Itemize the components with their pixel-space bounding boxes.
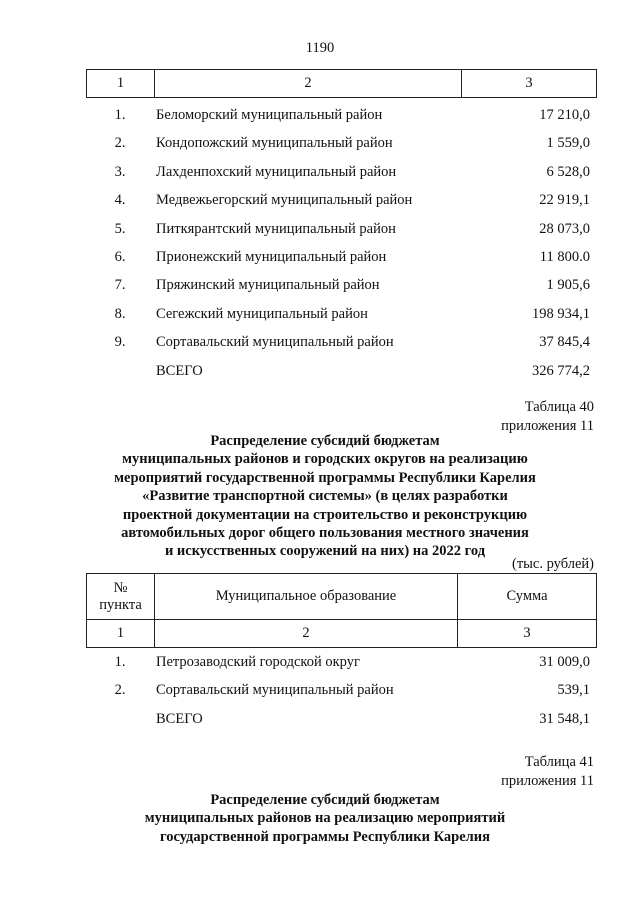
table1-header <box>86 69 597 98</box>
table-row <box>86 682 596 710</box>
table-row <box>86 334 596 362</box>
row-number: 5. <box>114 220 126 237</box>
title-line: автомобильных дорог общего пользования местного значения <box>121 525 529 542</box>
row-name: Пряжинский муниципальный район <box>156 277 380 294</box>
title-line: муниципальных районов на реализацию мероприятий <box>144 810 506 827</box>
column-number: 3 <box>458 620 597 648</box>
row-sum: 22 919,1 <box>539 192 590 209</box>
title-line: государственной программы Республики Карелия <box>160 828 490 845</box>
table1-body <box>86 107 596 391</box>
table-row <box>86 192 596 220</box>
row-sum: 6 528,0 <box>546 163 590 180</box>
row-sum: 31 009,0 <box>539 654 590 670</box>
column-header-number: № пункта <box>87 574 155 620</box>
column-number: 2 <box>155 620 458 648</box>
row-number: 7. <box>114 277 126 294</box>
table41-annex: приложения 11 <box>501 773 594 789</box>
table-row <box>86 221 596 249</box>
row-name: Сортавальский муниципальный район <box>156 682 394 699</box>
table-row <box>86 306 596 334</box>
row-number: 8. <box>114 305 126 322</box>
title-line: проектной документации на строительство и реконструкцию <box>122 506 528 523</box>
table40-body <box>86 654 596 739</box>
row-sum: 17 210,0 <box>539 107 590 123</box>
table-row <box>86 107 596 135</box>
column-header-municipality: Муниципальное образование <box>155 574 458 620</box>
row-sum: 1 559,0 <box>546 135 590 152</box>
title-line: муниципальных районов и городских округов на реализацию <box>122 451 528 468</box>
table-row <box>86 654 596 682</box>
row-number: 4. <box>114 192 126 209</box>
title-line: Распределение субсидий бюджетам <box>210 433 440 449</box>
row-name: Прионежский муниципальный район <box>156 248 387 265</box>
column-number: 3 <box>462 70 597 98</box>
total-row <box>86 711 596 739</box>
column-number: 2 <box>155 70 462 98</box>
row-sum: 11 800.0 <box>539 248 590 265</box>
table41-label: Таблица 41 <box>524 754 594 770</box>
row-sum: 326 774,2 <box>532 362 590 379</box>
table40-label: Таблица 40 <box>524 399 594 415</box>
row-sum: 539,1 <box>557 682 590 699</box>
row-number: 2. <box>114 135 126 152</box>
row-name: Питкярантский муниципальный район <box>156 220 396 237</box>
row-name: Беломорский муниципальный район <box>156 107 383 123</box>
row-name: Сортавальский муниципальный район <box>156 334 394 351</box>
table40-title <box>60 432 590 561</box>
row-name: Сегежский муниципальный район <box>156 305 368 322</box>
row-name: Медвежьегорский муниципальный район <box>156 192 413 209</box>
title-line: «Развитие транспортной системы» (в целях разработки <box>142 488 508 505</box>
total-row <box>86 363 596 391</box>
table40-annex: приложения 11 <box>501 418 594 434</box>
row-number: 1. <box>114 107 126 123</box>
row-number: 3. <box>114 163 126 180</box>
table-row <box>86 135 596 163</box>
table-row <box>86 164 596 192</box>
row-sum: 198 934,1 <box>532 305 590 322</box>
row-name: Петрозаводский городской округ <box>156 654 360 670</box>
row-sum: 28 073,0 <box>539 220 590 237</box>
column-number: 1 <box>87 70 155 98</box>
title-line: мероприятий государственной программы Республики Карелия <box>114 469 536 486</box>
row-number: 9. <box>114 334 126 351</box>
title-line: Распределение субсидий бюджетам <box>210 792 440 808</box>
table-row <box>86 277 596 305</box>
page-number: 1190 <box>305 40 335 56</box>
row-number: 6. <box>114 248 126 265</box>
row-number: 2. <box>114 682 126 699</box>
row-sum: 31 548,1 <box>539 710 590 727</box>
row-sum: 1 905,6 <box>546 277 590 294</box>
table41-title <box>60 791 590 846</box>
column-number: 1 <box>87 620 155 648</box>
table-row <box>86 249 596 277</box>
row-name: Лахденпохский муниципальный район <box>156 163 397 180</box>
row-name: Кондопожский муниципальный район <box>156 135 393 152</box>
row-name: ВСЕГО <box>156 362 203 379</box>
column-header-sum: Сумма <box>458 574 597 620</box>
table40-unit: (тыс. рублей) <box>512 556 594 572</box>
table40-header <box>86 573 597 648</box>
row-sum: 37 845,4 <box>539 334 590 351</box>
row-number: 1. <box>114 654 126 670</box>
title-line: и искусственных сооружений на них) на 2022 год <box>164 543 486 560</box>
row-name: ВСЕГО <box>156 710 203 727</box>
